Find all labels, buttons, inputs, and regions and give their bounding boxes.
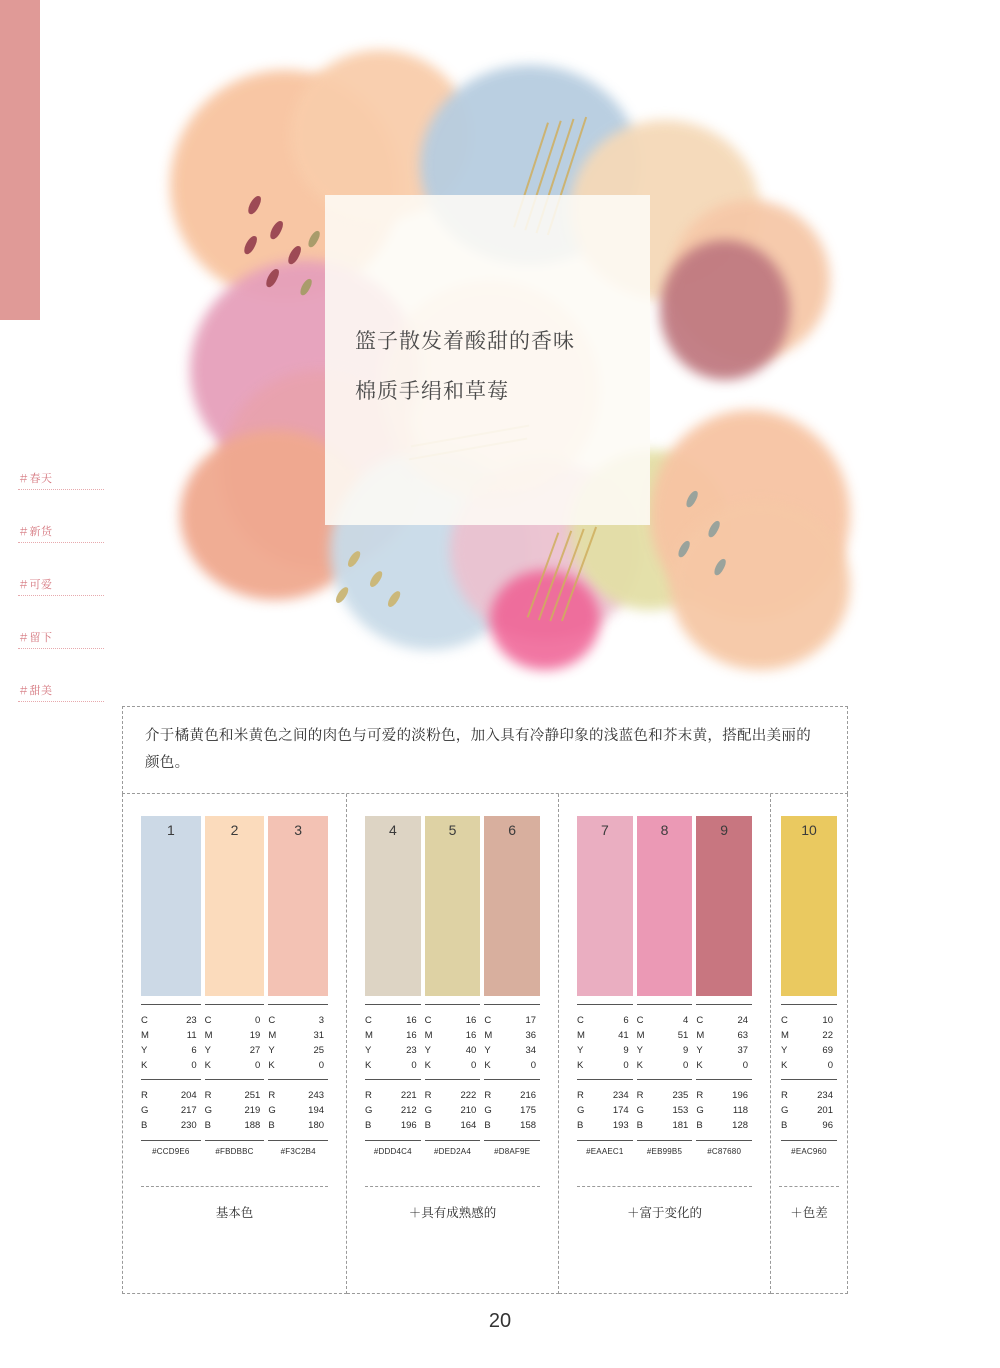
cmyk-values: [484, 1004, 540, 1073]
swatch-number: 4: [388, 822, 397, 838]
hex-value: #EB99B5: [637, 1140, 693, 1156]
page-number: 20: [488, 1310, 512, 1332]
cmyk-m: 51: [677, 1030, 689, 1041]
rgb-g: 153: [672, 1105, 689, 1116]
accent-bar: [0, 0, 40, 320]
swatch-number: 7: [600, 822, 609, 838]
cmyk-y: 6: [191, 1045, 197, 1056]
cmyk-label-m: M: [636, 1030, 645, 1041]
hex-value: #CCD9E6: [141, 1140, 201, 1156]
cmyk-c: 17: [525, 1015, 537, 1026]
cmyk-label-y: Y: [204, 1045, 212, 1056]
cmyk-label-y: Y: [141, 1045, 148, 1056]
rgb-label-g: G: [268, 1105, 276, 1116]
description-text: 介于橘黄色和米黄色之间的肉色与可爱的淡粉色，加入具有冷静印象的浅蓝色和芥末黄，搭配出美丽的颜色。: [145, 728, 811, 771]
rgb-label-b: B: [424, 1120, 432, 1131]
cmyk-c: 6: [623, 1015, 629, 1026]
rgb-label-r: R: [141, 1090, 148, 1101]
cmyk-values: [205, 1004, 265, 1073]
swatch-6[interactable]: [484, 816, 540, 1156]
cmyk-label-c: C: [424, 1015, 432, 1026]
cmyk-label-k: K: [141, 1060, 148, 1071]
rgb-g: 174: [612, 1105, 629, 1116]
swatch-row: [347, 794, 558, 1156]
rgb-label-r: R: [577, 1090, 584, 1101]
cmyk-k: 0: [742, 1060, 749, 1071]
cmyk-label-k: K: [484, 1060, 491, 1071]
rgb-r: 235: [672, 1090, 689, 1101]
rgb-label-g: G: [781, 1105, 789, 1116]
rgb-label-b: B: [636, 1120, 644, 1131]
cmyk-c: 4: [683, 1015, 689, 1026]
cmyk-k: 0: [318, 1060, 325, 1071]
color-chip[interactable]: [696, 816, 752, 996]
cmyk-k: 0: [191, 1060, 197, 1071]
color-chip[interactable]: [577, 816, 633, 996]
rgb-values: [141, 1079, 201, 1133]
watercolor-blob: [660, 240, 790, 380]
cmyk-c: 0: [255, 1015, 261, 1026]
rgb-g: 217: [180, 1105, 197, 1116]
cmyk-k: 0: [530, 1060, 537, 1071]
cmyk-values: [637, 1004, 693, 1073]
hero-line: 篮子散发着酸甜的香味: [355, 330, 575, 353]
watercolor-blob: [490, 570, 600, 670]
rgb-b: 158: [520, 1120, 537, 1131]
cmyk-label-y: Y: [365, 1045, 372, 1056]
swatch-1[interactable]: [141, 816, 201, 1156]
cmyk-k: 0: [683, 1060, 689, 1071]
hex-value: #C87680: [696, 1140, 752, 1156]
swatch-number: 1: [166, 822, 175, 838]
cmyk-label-c: C: [636, 1015, 644, 1026]
rgb-g: 194: [308, 1105, 325, 1116]
rgb-label-b: B: [204, 1120, 212, 1131]
swatch-10[interactable]: [781, 816, 837, 1156]
rgb-g: 175: [520, 1105, 537, 1116]
cmyk-values: [696, 1004, 752, 1073]
cmyk-label-m: M: [424, 1030, 433, 1041]
cmyk-label-k: K: [268, 1060, 275, 1071]
cmyk-values: [268, 1004, 328, 1073]
swatch-5[interactable]: [425, 816, 481, 1156]
hex-value: #F3C2B4: [268, 1140, 328, 1156]
cmyk-label-y: Y: [636, 1045, 644, 1056]
rgb-label-b: B: [577, 1120, 584, 1131]
cmyk-c: 16: [465, 1015, 477, 1026]
rgb-label-b: B: [268, 1120, 275, 1131]
rgb-label-r: R: [268, 1090, 276, 1101]
cmyk-label-m: M: [577, 1030, 585, 1041]
cmyk-label-c: C: [577, 1015, 584, 1026]
swatch-4[interactable]: [365, 816, 421, 1156]
palette-group: [122, 794, 347, 1294]
cmyk-label-m: M: [484, 1030, 493, 1041]
cmyk-c: 10: [822, 1015, 833, 1026]
cmyk-label-c: C: [484, 1015, 492, 1026]
rgb-b: 181: [672, 1120, 689, 1131]
rgb-label-g: G: [577, 1105, 585, 1116]
rgb-r: 234: [817, 1090, 833, 1101]
rgb-r: 234: [612, 1090, 629, 1101]
rgb-label-r: R: [204, 1090, 212, 1101]
description-box: [122, 706, 848, 794]
color-chip[interactable]: [365, 816, 421, 996]
cmyk-m: 16: [465, 1030, 477, 1041]
color-chip[interactable]: [268, 816, 328, 996]
rgb-label-g: G: [204, 1105, 213, 1116]
cmyk-k: 0: [827, 1060, 833, 1071]
cmyk-y: 37: [737, 1045, 749, 1056]
rgb-r: 243: [308, 1090, 325, 1101]
rgb-values: [205, 1079, 265, 1133]
swatch-number: 9: [720, 822, 729, 838]
rgb-values: [781, 1079, 837, 1133]
cmyk-c: 3: [318, 1015, 325, 1026]
color-chip[interactable]: [141, 816, 201, 996]
hero-artwork: [150, 30, 850, 690]
cmyk-label-c: C: [365, 1015, 372, 1026]
hex-value: #EAAEC1: [577, 1140, 633, 1156]
cmyk-label-m: M: [696, 1030, 705, 1041]
rgb-label-g: G: [141, 1105, 149, 1116]
color-chip[interactable]: [637, 816, 693, 996]
tag-item[interactable]: ＃新货: [18, 523, 104, 543]
rgb-label-r: R: [424, 1090, 432, 1101]
watercolor-blob: [670, 500, 850, 670]
rgb-r: 216: [520, 1090, 537, 1101]
cmyk-label-y: Y: [696, 1045, 703, 1056]
cmyk-label-k: K: [204, 1060, 212, 1071]
rgb-g: 212: [400, 1105, 417, 1116]
rgb-values: [425, 1079, 481, 1133]
cmyk-y: 40: [465, 1045, 477, 1056]
rgb-label-r: R: [636, 1090, 644, 1101]
swatch-number: 10: [801, 822, 817, 838]
cmyk-values: [141, 1004, 201, 1073]
cmyk-values: [425, 1004, 481, 1073]
swatch-number: 6: [508, 822, 517, 838]
cmyk-label-y: Y: [268, 1045, 275, 1056]
cmyk-label-c: C: [141, 1015, 148, 1026]
cmyk-m: 22: [822, 1030, 833, 1041]
rgb-label-r: R: [781, 1090, 788, 1101]
swatch-number: 3: [294, 822, 303, 838]
swatch-7[interactable]: [577, 816, 633, 1156]
cmyk-label-k: K: [365, 1060, 372, 1071]
rgb-r: 221: [400, 1090, 417, 1101]
hex-value: #DDD4C4: [365, 1140, 421, 1156]
cmyk-label-y: Y: [781, 1045, 788, 1056]
cmyk-label-m: M: [204, 1030, 213, 1041]
rgb-label-b: B: [141, 1120, 148, 1131]
rgb-label-r: R: [365, 1090, 372, 1101]
palette-group: [771, 794, 848, 1294]
cmyk-y: 27: [249, 1045, 261, 1056]
rgb-b: 128: [732, 1120, 749, 1131]
color-chip[interactable]: [484, 816, 540, 996]
rgb-label-g: G: [484, 1105, 492, 1116]
swatch-row: [559, 794, 770, 1156]
hex-value: #FBDBBC: [205, 1140, 265, 1156]
rgb-b: 193: [612, 1120, 629, 1131]
rgb-b: 180: [308, 1120, 325, 1131]
rgb-b: 230: [180, 1120, 197, 1131]
rgb-b: 96: [822, 1120, 833, 1131]
swatch-8[interactable]: [637, 816, 693, 1156]
cmyk-m: 31: [313, 1030, 325, 1041]
cmyk-values: [577, 1004, 633, 1073]
group-caption: ＋具有成熟感的: [365, 1186, 540, 1293]
swatch-number: 8: [660, 822, 669, 838]
cmyk-y: 69: [822, 1045, 833, 1056]
cmyk-label-c: C: [781, 1015, 788, 1026]
swatch-2[interactable]: [205, 816, 265, 1156]
rgb-r: 251: [244, 1090, 261, 1101]
palette-section: [122, 794, 848, 1294]
cmyk-y: 34: [525, 1045, 537, 1056]
cmyk-m: 63: [737, 1030, 749, 1041]
tag-item[interactable]: ＃甜美: [18, 682, 104, 702]
rgb-values: [696, 1079, 752, 1133]
cmyk-label-y: Y: [484, 1045, 491, 1056]
cmyk-label-c: C: [268, 1015, 276, 1026]
rgb-label-r: R: [484, 1090, 492, 1101]
cmyk-k: 0: [471, 1060, 477, 1071]
tag-list: [18, 470, 104, 735]
rgb-label-r: R: [696, 1090, 704, 1101]
rgb-values: [268, 1079, 328, 1133]
rgb-values: [577, 1079, 633, 1133]
cmyk-y: 23: [406, 1045, 417, 1056]
swatch-9[interactable]: [696, 816, 752, 1156]
rgb-g: 219: [244, 1105, 261, 1116]
rgb-r: 196: [732, 1090, 749, 1101]
cmyk-c: 16: [406, 1015, 417, 1026]
rgb-values: [637, 1079, 693, 1133]
group-caption: ＋色差: [779, 1186, 839, 1293]
swatch-row: [771, 794, 847, 1156]
cmyk-k: 0: [255, 1060, 261, 1071]
cmyk-label-y: Y: [577, 1045, 584, 1056]
rgb-g: 210: [460, 1105, 477, 1116]
cmyk-y: 25: [313, 1045, 325, 1056]
cmyk-m: 16: [406, 1030, 417, 1041]
rgb-values: [365, 1079, 421, 1133]
cmyk-m: 11: [186, 1030, 197, 1041]
hero-caption-card: [325, 195, 650, 525]
group-caption: ＋富于变化的: [577, 1186, 752, 1293]
rgb-b: 196: [400, 1120, 417, 1131]
hero-line: 棉质手绢和草莓: [355, 380, 509, 403]
cmyk-label-k: K: [424, 1060, 432, 1071]
tag-item[interactable]: ＃可爱: [18, 576, 104, 596]
cmyk-label-m: M: [268, 1030, 277, 1041]
color-chip[interactable]: [425, 816, 481, 996]
swatch-number: 5: [448, 822, 457, 838]
rgb-values: [484, 1079, 540, 1133]
cmyk-label-m: M: [781, 1030, 789, 1041]
cmyk-label-k: K: [781, 1060, 788, 1071]
cmyk-label-y: Y: [424, 1045, 432, 1056]
cmyk-label-m: M: [141, 1030, 149, 1041]
cmyk-c: 23: [186, 1015, 197, 1026]
rgb-label-b: B: [365, 1120, 372, 1131]
rgb-b: 188: [244, 1120, 261, 1131]
rgb-r: 222: [460, 1090, 477, 1101]
swatch-number: 2: [230, 822, 239, 838]
rgb-g: 118: [732, 1105, 749, 1116]
cmyk-k: 0: [411, 1060, 417, 1071]
rgb-label-g: G: [636, 1105, 645, 1116]
cmyk-y: 9: [683, 1045, 689, 1056]
cmyk-c: 24: [737, 1015, 749, 1026]
cmyk-m: 36: [525, 1030, 537, 1041]
cmyk-label-k: K: [577, 1060, 584, 1071]
cmyk-label-c: C: [204, 1015, 212, 1026]
rgb-r: 204: [180, 1090, 197, 1101]
cmyk-label-m: M: [365, 1030, 373, 1041]
cmyk-y: 9: [623, 1045, 629, 1056]
cmyk-label-c: C: [696, 1015, 704, 1026]
rgb-label-g: G: [696, 1105, 704, 1116]
hex-value: #D8AF9E: [484, 1140, 540, 1156]
rgb-label-b: B: [484, 1120, 491, 1131]
cmyk-label-k: K: [636, 1060, 644, 1071]
cmyk-values: [365, 1004, 421, 1073]
group-caption: 基本色: [141, 1186, 328, 1293]
cmyk-k: 0: [623, 1060, 629, 1071]
cmyk-values: [781, 1004, 837, 1073]
rgb-label-g: G: [365, 1105, 373, 1116]
swatch-row: [123, 794, 346, 1156]
color-chip[interactable]: [205, 816, 265, 996]
rgb-g: 201: [817, 1105, 833, 1116]
tag-item[interactable]: ＃春天: [18, 470, 104, 490]
cmyk-m: 41: [618, 1030, 629, 1041]
rgb-label-b: B: [781, 1120, 788, 1131]
palette-group: [559, 794, 771, 1294]
rgb-label-b: B: [696, 1120, 703, 1131]
hex-value: #EAC960: [781, 1140, 837, 1156]
palette-group: [347, 794, 559, 1294]
cmyk-label-k: K: [696, 1060, 703, 1071]
rgb-label-g: G: [424, 1105, 433, 1116]
swatch-3[interactable]: [268, 816, 328, 1156]
hex-value: #DED2A4: [425, 1140, 481, 1156]
rgb-b: 164: [460, 1120, 477, 1131]
cmyk-m: 19: [249, 1030, 261, 1041]
tag-item[interactable]: ＃留下: [18, 629, 104, 649]
color-chip[interactable]: [781, 816, 837, 996]
